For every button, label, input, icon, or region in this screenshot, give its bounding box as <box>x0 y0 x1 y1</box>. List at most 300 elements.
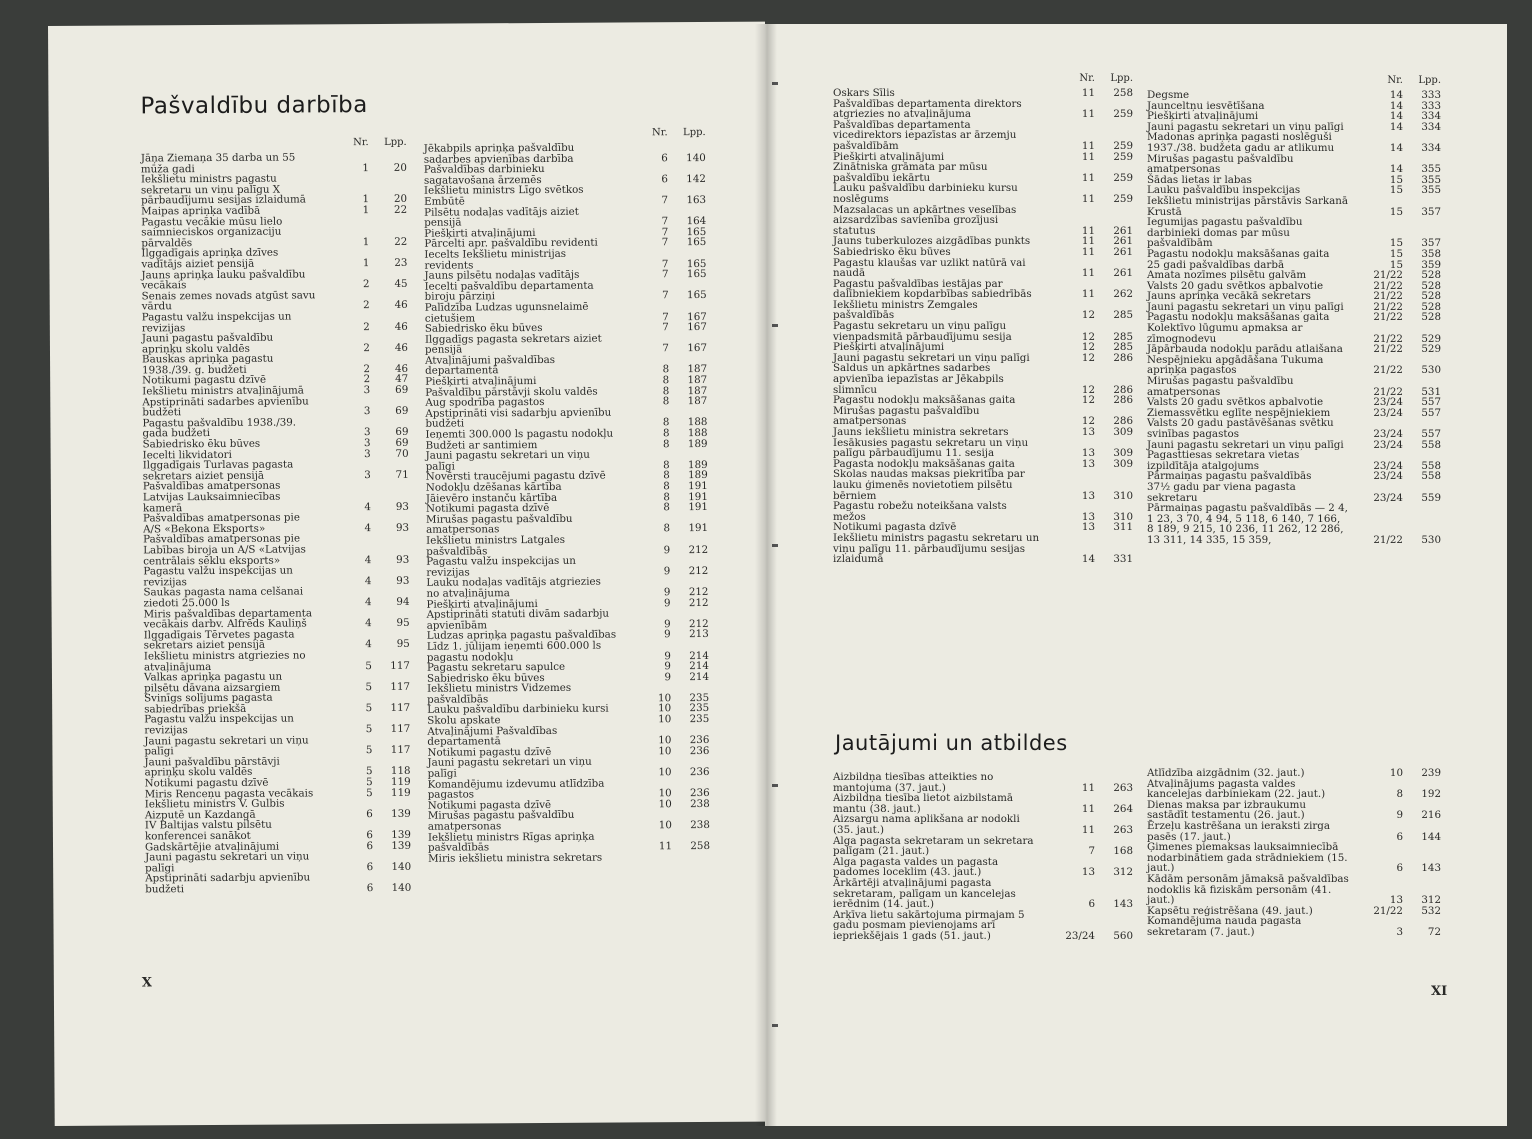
entry-title: Jauni pagastu sekretari un viņu palīgi <box>833 351 1030 364</box>
entry-page-number: 311 <box>1113 521 1133 534</box>
index-entry <box>145 819 411 842</box>
entry-title: Degsme <box>1147 89 1190 101</box>
entry-issue-number: 14 <box>1389 120 1403 133</box>
entry-title: Ārkārtēji atvaļinājumi pagasta sekretaram, palīgam un kancelejas ierēdnim (14. jaut.) <box>833 876 1016 911</box>
entry-title: Notikumi pagastu dzīvē <box>142 374 267 387</box>
entry-title: Jauni pagastu sekretari un viņu palīgi <box>425 448 590 473</box>
index-entry <box>425 333 707 356</box>
entry-title: Piešķirti atvaļinājumi <box>1147 110 1259 123</box>
entry-issue-number: 7 <box>662 342 670 355</box>
entry-page-number: 312 <box>1113 866 1133 879</box>
entry-title: Lauku pašvaldību inspekcijas <box>1147 184 1301 197</box>
index-entry <box>1147 249 1441 260</box>
entry-page-number: 261 <box>1113 224 1133 237</box>
entry-issue-number: 7 <box>661 225 669 239</box>
entry-page-number: 189 <box>687 437 708 450</box>
entry-title: Pagastu pašvaldības iestājas par dalībniekiem kopdarbības sabiedrībās <box>833 277 1032 301</box>
entry-title: Pārmaiņas pagastu pašvaldībās — 2 4, 1 23, 3 70, 4 94, 5 118, 6 140, 7 166, 8 189, 9 215, 10 236, 11 262, 12 286, 13 311, 14 335, 15 359, <box>1147 502 1348 546</box>
entry-page-number: 259 <box>1113 150 1133 163</box>
entry-page-number: 310 <box>1113 489 1133 502</box>
entry-issue-number: 13 <box>1081 447 1095 460</box>
entry-issue-number: 1 <box>362 235 370 248</box>
entry-title: Kapsētu reģistrēšana (49. jaut.) <box>1147 904 1313 917</box>
entry-title: Aug spodrība pagastos <box>425 396 545 409</box>
index-column-1 <box>140 136 412 896</box>
entry-page-number: 191 <box>688 501 708 514</box>
index-entry <box>426 534 708 557</box>
entry-issue-number: 7 <box>1088 845 1095 858</box>
entry-page-number: 93 <box>395 500 409 513</box>
entry-issue-number: 13 <box>1081 521 1095 534</box>
entry-issue-number: 3 <box>364 447 371 460</box>
entry-page-number: 93 <box>396 574 410 587</box>
entry-page-number: 187 <box>687 374 708 387</box>
entry-issue-number: 14 <box>1389 110 1403 123</box>
entry-issue-number: 9 <box>663 596 671 609</box>
entry-page-number: 357 <box>1421 205 1441 218</box>
entry-page-number: 529 <box>1421 332 1441 345</box>
index-entry <box>833 162 1133 183</box>
entry-issue-number: 10 <box>658 702 672 715</box>
index-entry <box>426 555 708 578</box>
entry-page-number: 214 <box>689 660 709 673</box>
entry-page-number: 355 <box>1421 163 1441 176</box>
index-entry <box>144 629 410 652</box>
entry-page-number: 238 <box>690 818 710 832</box>
entry-issue-number: 8 <box>663 480 670 493</box>
entry-page-number: 261 <box>1113 235 1133 248</box>
entry-page-number: 167 <box>687 321 707 334</box>
entry-title: Ģimenes piemaksas lauksaimniecībā nodarbinātiem gada strādniekiem (15. jaut.) <box>1147 841 1348 875</box>
entry-issue-number: 9 <box>664 628 671 641</box>
entry-title: Ieņemti 300.000 ls pagastu nodokļu <box>425 427 614 441</box>
column-header: Nr. Lpp. <box>652 126 706 139</box>
index-entry <box>142 417 408 440</box>
entry-title: Svinīgs solījums pagasta sabiedrības priekšā <box>144 691 273 716</box>
entry-page-number: 95 <box>396 638 410 651</box>
left-page <box>48 22 772 1126</box>
entry-issue-number: 11 <box>1081 150 1095 163</box>
entry-issue-number: 21/22 <box>1373 343 1403 356</box>
entry-title: Piešķirti atvaļinājumi <box>424 226 536 240</box>
entry-title: Budžeti ar santimiem <box>425 438 538 452</box>
entry-issue-number: 8 <box>662 395 670 408</box>
entry-issue-number: 9 <box>663 543 671 556</box>
index-entry <box>144 713 410 736</box>
entry-issue-number: 3 <box>363 384 371 397</box>
entry-title: Sabiedrisko ēku būves <box>426 671 545 685</box>
entry-issue-number: 9 <box>663 586 671 599</box>
index-column-4 <box>1147 75 1441 546</box>
entry-page-number: 259 <box>1113 192 1133 205</box>
entry-title: Jauns apriņķa lauku pašvaldību vecākais <box>141 267 306 292</box>
entry-issue-number: 5 <box>365 723 373 736</box>
entry-title: Valsts 20 gadu svētkos apbalvotie <box>1147 279 1324 292</box>
entry-issue-number: 8 <box>1396 788 1403 801</box>
entry-page-number: 189 <box>688 469 708 482</box>
entry-issue-number: 6 <box>366 839 374 852</box>
entry-title: Iesākusies pagastu sekretaru un viņu palīgu pārbaudījumu 11. sesija <box>833 436 1029 460</box>
entry-title: Lauku pašvaldību darbinieku kursu noslēgums <box>833 182 1018 205</box>
entry-page-number: 69 <box>395 405 409 418</box>
entry-title: Pilsētu nodaļas vadītājs aiziet pensijā <box>424 205 579 229</box>
entry-issue-number: 9 <box>664 670 672 683</box>
index-entry <box>426 576 708 599</box>
entry-page-number: 20 <box>393 193 408 206</box>
entry-page-number: 46 <box>394 299 408 312</box>
entry-page-number: 46 <box>394 320 408 333</box>
entry-title: Arķīva lietu sakārtojuma pirmajam 5 gadu posmam pievienojams arī iepriekšējais 1 gads (51. jaut.) <box>833 908 1025 942</box>
entry-title: Miris pašvaldības departamenta vecākais darbv. Alfrēds Kauliņš <box>143 606 313 631</box>
entry-issue-number: 6 <box>366 881 374 895</box>
entry-issue-number: 8 <box>662 374 670 387</box>
entry-issue-number: 3 <box>363 405 371 418</box>
index-entry <box>833 533 1133 565</box>
entry-issue-number: 5 <box>365 765 373 778</box>
entry-issue-number: 7 <box>662 289 669 302</box>
entry-page-number: 139 <box>391 828 411 841</box>
entry-title: Apstiprināti sadarbju apvienību budžeti <box>145 871 311 896</box>
entry-title: Notikumi pagasta dzīvē <box>427 798 552 812</box>
entry-page-number: 285 <box>1113 309 1133 322</box>
entry-page-number: 235 <box>689 691 710 704</box>
entry-issue-number: 21/22 <box>1373 269 1403 282</box>
entry-issue-number: 11 <box>1081 139 1095 152</box>
entry-page-number: 285 <box>1113 330 1133 343</box>
entry-issue-number: 13 <box>1389 894 1403 907</box>
entry-issue-number: 10 <box>658 798 672 811</box>
index-entry <box>1147 916 1441 937</box>
index-entry <box>833 99 1133 120</box>
entry-issue-number: 7 <box>661 194 669 207</box>
entry-title: Aizbildņa tiesības atteikties no mantojuma (37. jaut.) <box>833 771 994 794</box>
entry-page-number: 163 <box>686 193 707 207</box>
index-entry <box>833 427 1133 438</box>
index-entry <box>1147 154 1441 175</box>
entry-title: Maipas apriņķa vadībā <box>141 204 261 218</box>
entry-issue-number: 11 <box>1081 288 1095 301</box>
entry-issue-number: 15 <box>1389 237 1403 250</box>
entry-issue-number: 2 <box>363 320 370 333</box>
entry-title: Pārmaiņas pagastu pašvaldībās <box>1147 470 1312 483</box>
entry-page-number: 189 <box>688 458 708 471</box>
index-entry <box>144 650 410 673</box>
index-entry <box>424 206 706 229</box>
entry-issue-number: 23/24 <box>1373 428 1403 440</box>
entry-issue-number: 2 <box>363 299 370 312</box>
entry-issue-number: 14 <box>1389 141 1403 154</box>
index-entry <box>424 142 706 165</box>
index-entry <box>833 814 1133 835</box>
index-entry <box>142 353 408 376</box>
entry-title: Ilggadīgais Tērvetes pagasta sekretars aiziet pensijā <box>143 628 295 652</box>
entry-page-number: 238 <box>690 797 710 810</box>
index-entry <box>1147 450 1441 471</box>
index-entry <box>833 438 1133 459</box>
entry-issue-number: 2 <box>362 278 370 291</box>
entry-issue-number: 5 <box>365 680 373 693</box>
entry-issue-number: 11 <box>1081 108 1095 121</box>
entry-page-number: 191 <box>688 490 708 503</box>
entry-page-number: 286 <box>1113 351 1133 364</box>
index-entry <box>833 910 1133 942</box>
entry-title: Madonas apriņķa pagasti noslēguši 1937./38. budžeta gadu ar atlikumu <box>1147 131 1335 154</box>
entry-page-number: 309 <box>1113 426 1133 438</box>
entry-page-number: 144 <box>1421 830 1441 843</box>
index-entry <box>425 280 707 303</box>
entry-title: Aizsargu nama aplikšana ar nodokli (35. jaut.) <box>833 813 1020 836</box>
entry-page-number: 191 <box>688 522 709 535</box>
entry-title: Apstiprināti visi sadarbju apvienību budžeti <box>425 406 612 431</box>
entry-issue-number: 6 <box>661 172 668 186</box>
column-header: Nr. Lpp. <box>1387 75 1441 86</box>
entry-page-number: 119 <box>390 786 411 799</box>
index-entry <box>1147 376 1441 397</box>
entry-title: Pagasta nodokļu maksāšanas gaita <box>833 457 1015 470</box>
entry-title: Kolektīvo lūgumu apmaksa ar zīmognodevu <box>1147 322 1303 345</box>
entry-issue-number: 14 <box>1081 553 1095 566</box>
entry-page-number: 334 <box>1421 141 1441 154</box>
entry-page-number: 212 <box>688 564 709 577</box>
entry-title: Jauns iekšlietu ministra sekretars <box>833 426 1009 438</box>
index-entry <box>833 501 1133 522</box>
entry-page-number: 139 <box>391 839 412 852</box>
entry-page-number: 187 <box>687 363 708 376</box>
entry-title: Notikumi pagastu dzīvē <box>427 745 552 759</box>
entry-page-number: 236 <box>689 766 710 779</box>
entry-issue-number: 4 <box>365 617 372 630</box>
index-entry <box>141 268 407 291</box>
entry-page-number: 259 <box>1113 171 1133 184</box>
entry-issue-number: 6 <box>1396 862 1403 875</box>
index-entry <box>1147 503 1441 545</box>
entry-title: Skolas naudas maksas piekritība par lauku ģimenēs novietotiem pilsētu bērniem <box>833 468 1025 502</box>
entry-page-number: 261 <box>1113 245 1133 258</box>
entry-issue-number: 21/22 <box>1373 311 1403 324</box>
qa-column-2 <box>1147 768 1441 938</box>
entry-page-number: 187 <box>687 384 708 397</box>
entry-issue-number: 15 <box>1389 247 1403 260</box>
entry-page-number: 168 <box>1113 845 1133 858</box>
entry-title: Alga pagasta valdes un pagasta padomes loceklim (43. jaut.) <box>833 855 999 879</box>
entry-issue-number: 21/22 <box>1373 385 1403 398</box>
index-entry <box>427 725 709 748</box>
entry-page-number: 164 <box>686 215 707 228</box>
entry-page-number: 94 <box>396 595 410 608</box>
entry-page-number: 528 <box>1421 269 1441 282</box>
entry-issue-number: 13 <box>1081 510 1095 523</box>
entry-page-number: 235 <box>689 702 710 715</box>
entry-title: Lauku nodaļas vadītājs atgriezies no atvaļinājuma <box>426 575 601 600</box>
entry-issue-number: 11 <box>658 840 673 853</box>
entry-title: Iekšlietu ministrs Zemgales pašvaldībās <box>833 298 978 322</box>
entry-title: Pagastu nodokļu maksāšanas gaita <box>833 394 1016 407</box>
index-entry <box>833 836 1133 857</box>
entry-issue-number: 12 <box>1081 309 1095 322</box>
entry-title: Mirušas pagastu pašvaldību amatpersonas <box>833 404 980 428</box>
entry-page-number: 46 <box>394 362 409 375</box>
index-entry <box>833 321 1133 342</box>
entry-title: Iekšlietu ministrs pagastu sekretaru un viņu palīgu X pārbaudījumu sesijas izlaidumā <box>140 172 306 207</box>
entry-page-number: 119 <box>390 775 411 788</box>
index-entry <box>1147 482 1441 503</box>
entry-issue-number: 8 <box>663 490 670 503</box>
entry-page-number: 558 <box>1421 438 1441 451</box>
entry-title: Pagastu sekretaru sapulce <box>426 660 566 674</box>
entry-issue-number: 11 <box>1081 192 1095 205</box>
entry-issue-number: 14 <box>1389 99 1403 112</box>
entry-title: Iekšlietu ministrs pagastu sekretaru un viņu palīgu 11. pārbaudījumu sesijas izlaidumā <box>833 531 1040 566</box>
entry-title: Zinātniska grāmata par mūsu pašvaldību iekārtu <box>833 161 988 184</box>
page-number: X <box>141 975 152 991</box>
entry-page-number: 530 <box>1421 533 1441 546</box>
entry-issue-number: 6 <box>1088 898 1095 911</box>
entry-page-number: 258 <box>690 840 711 853</box>
index-entry <box>144 607 410 630</box>
entry-title: Novērsti traucējumi pagastu dzīvē <box>425 470 606 484</box>
index-entry <box>141 152 407 175</box>
entry-title: 37½ gadu par viena pagasta sekretaru <box>1147 480 1296 504</box>
index-entry <box>424 163 706 186</box>
entry-title: Pašvaldības amatpersonas pie Labības biroja un A/S «Latvijas centrālais sēklu eksports» <box>143 532 306 567</box>
entry-issue-number: 4 <box>364 595 372 609</box>
index-entry <box>833 363 1133 395</box>
entry-issue-number: 2 <box>363 341 371 354</box>
entry-title: Valkas apriņķa pagastu un pilsētu dāvana aizsargiem <box>143 670 283 695</box>
entry-page-number: 45 <box>394 277 408 291</box>
entry-title: Jāievēro instanču kārtība <box>425 491 558 505</box>
entry-issue-number: 11 <box>1081 235 1095 248</box>
entry-issue-number: 21/22 <box>1373 300 1403 313</box>
entry-issue-number: 21/22 <box>1373 332 1403 345</box>
entry-page-number: 357 <box>1421 237 1441 250</box>
entry-page-number: 165 <box>686 225 707 238</box>
entry-title: Bauskas apriņķa pagastu 1938./39. g. budžeti <box>142 352 274 377</box>
entry-title: Valsts 20 gadu pastāvēšanas svētku svinības pagastos <box>1147 417 1334 440</box>
entry-issue-number: 4 <box>364 521 372 534</box>
entry-title: Saldus un apkārtnes sadarbes apvienība iepazīstas ar Jēkabpils slimnīcu <box>833 362 1004 396</box>
entry-issue-number: 9 <box>664 660 671 673</box>
entry-issue-number: 12 <box>1081 415 1095 428</box>
entry-page-number: 117 <box>390 722 411 735</box>
entry-issue-number: 6 <box>366 829 373 842</box>
entry-page-number: 71 <box>395 468 409 481</box>
entry-issue-number: 10 <box>658 819 672 832</box>
entry-page-number: 140 <box>686 151 706 164</box>
entry-page-number: 236 <box>689 744 710 757</box>
entry-title: Mazsalacas un apkārtnes veselības aizsardzības savienība grozījusi statutus <box>833 203 1017 237</box>
entry-issue-number: 10 <box>658 766 672 779</box>
entry-issue-number: 23/24 <box>1373 396 1403 409</box>
entry-issue-number: 7 <box>661 215 669 228</box>
entry-title: Apstiprināti statuti divām sadarbju apvienībām <box>426 607 610 632</box>
entry-title: Jāņa Ziemaņa 35 darba un 55 mūža gadi <box>140 151 296 176</box>
index-entry <box>1147 90 1441 101</box>
entry-title: Pašvaldības amatpersonas pie A/S «Bekona Eksports» <box>142 511 300 536</box>
entry-page-number: 529 <box>1421 343 1441 356</box>
entry-title: Senais zemes novads atgūst savu vārdu <box>141 289 316 313</box>
entry-page-number: 192 <box>1421 788 1441 801</box>
index-entry <box>141 215 407 248</box>
entry-title: Atlīdzība aizgādnim (32. jaut.) <box>1147 767 1305 779</box>
entry-title: Pašvaldības amatpersonas Latvijas Lauksaimniecības kamerā <box>142 479 281 515</box>
entry-page-number: 212 <box>688 585 709 599</box>
index-entry <box>833 469 1133 501</box>
entry-title: Jauni pagastu sekretari un viņu palīgi <box>1147 120 1344 133</box>
entry-issue-number: 6 <box>366 807 373 820</box>
entry-title: Pagastu robežu noteikšana valsts mežos <box>833 500 1007 523</box>
entry-title: Kādām personām jāmaksā pašvaldības nodoklis kā fiziskām personām (41. jaut.) <box>1147 872 1349 907</box>
entry-issue-number: 23/24 <box>1373 459 1403 472</box>
entry-issue-number: 1 <box>362 161 369 174</box>
entry-title: Sabiedrisko ēku būves <box>424 322 543 335</box>
entry-title: Jauns tuberkulozes aizgādības punkts <box>833 235 1031 248</box>
entry-issue-number: 4 <box>364 500 371 513</box>
entry-issue-number: 23/24 <box>1065 929 1095 942</box>
entry-issue-number: 10 <box>657 692 672 705</box>
entry-title: Iekšlietu ministrs atgriezies no atvaļinājuma <box>143 649 306 673</box>
entry-issue-number: 8 <box>663 522 671 535</box>
entry-page-number: 93 <box>396 553 410 566</box>
entry-issue-number: 12 <box>1081 330 1095 343</box>
entry-page-number: 95 <box>396 616 410 630</box>
entry-issue-number: 10 <box>1389 767 1403 779</box>
entry-issue-number: 23/24 <box>1373 406 1403 419</box>
entry-page-number: 46 <box>394 341 409 354</box>
entry-title: Pagastu valžu inspekcijas un revizijas <box>426 554 576 579</box>
entry-title: Jauni pagastu sekretari un viņu palīgi <box>1147 438 1344 451</box>
entry-issue-number: 10 <box>658 745 672 758</box>
index-entry <box>1147 132 1441 153</box>
index-entry <box>143 459 409 482</box>
entry-page-number: 235 <box>689 713 710 726</box>
entry-page-number: 259 <box>1113 108 1133 121</box>
entry-title: Pašvaldības departamenta vicedirektors iepazīstas ar ārzemju pašvaldībām <box>833 118 1017 152</box>
index-entry <box>833 772 1133 793</box>
entry-title: Miris Renceņu pagasta vecākais <box>144 787 314 801</box>
entry-page-number: 334 <box>1421 110 1441 123</box>
entry-page-number: 139 <box>391 807 411 820</box>
entry-title: Ilggadīgais Turlavas pagasta sekretars aiziet pensijā <box>142 458 294 483</box>
entry-issue-number: 8 <box>662 416 670 429</box>
entry-page-number: 258 <box>1113 87 1133 99</box>
entry-issue-number: 10 <box>658 713 672 726</box>
entry-title: 25 gadi pašvaldības darbā <box>1147 258 1285 271</box>
entry-title: Jaunceltņu iesvētīšana <box>1147 99 1265 112</box>
index-column-3 <box>833 73 1133 566</box>
entry-title: Amata nozīmes pilsētu galvām <box>1147 269 1307 282</box>
index-entry <box>145 798 411 821</box>
entry-title: Mirušas pagastu pašvaldību amatpersonas <box>425 512 573 537</box>
entry-page-number: 140 <box>391 860 412 873</box>
entry-page-number: 214 <box>689 670 710 683</box>
index-entry <box>1147 874 1441 906</box>
entry-issue-number: 5 <box>366 776 373 789</box>
entry-title: Dienas maksa par izbraukumu sastādīt testamentu (26. jaut.) <box>1147 798 1307 822</box>
entry-issue-number: 23/24 <box>1373 438 1403 451</box>
book-spine <box>755 24 777 1126</box>
entry-title: Iekšlietu ministrs atvaļinājumā <box>142 384 304 398</box>
entry-page-number: 70 <box>395 447 409 460</box>
entry-page-number: 214 <box>689 649 709 662</box>
entry-page-number: 216 <box>1421 809 1441 822</box>
entry-title: Gadskārtējie atvaļinājumi <box>144 840 280 854</box>
entry-page-number: 528 <box>1421 311 1441 324</box>
entry-title: Jauni pagastu sekretari un viņu palīgi <box>1147 300 1344 313</box>
entry-title: Notikumi pagastu dzīvē <box>144 776 269 790</box>
entry-page-number: 69 <box>395 436 409 449</box>
qa-column-1 <box>833 772 1133 942</box>
